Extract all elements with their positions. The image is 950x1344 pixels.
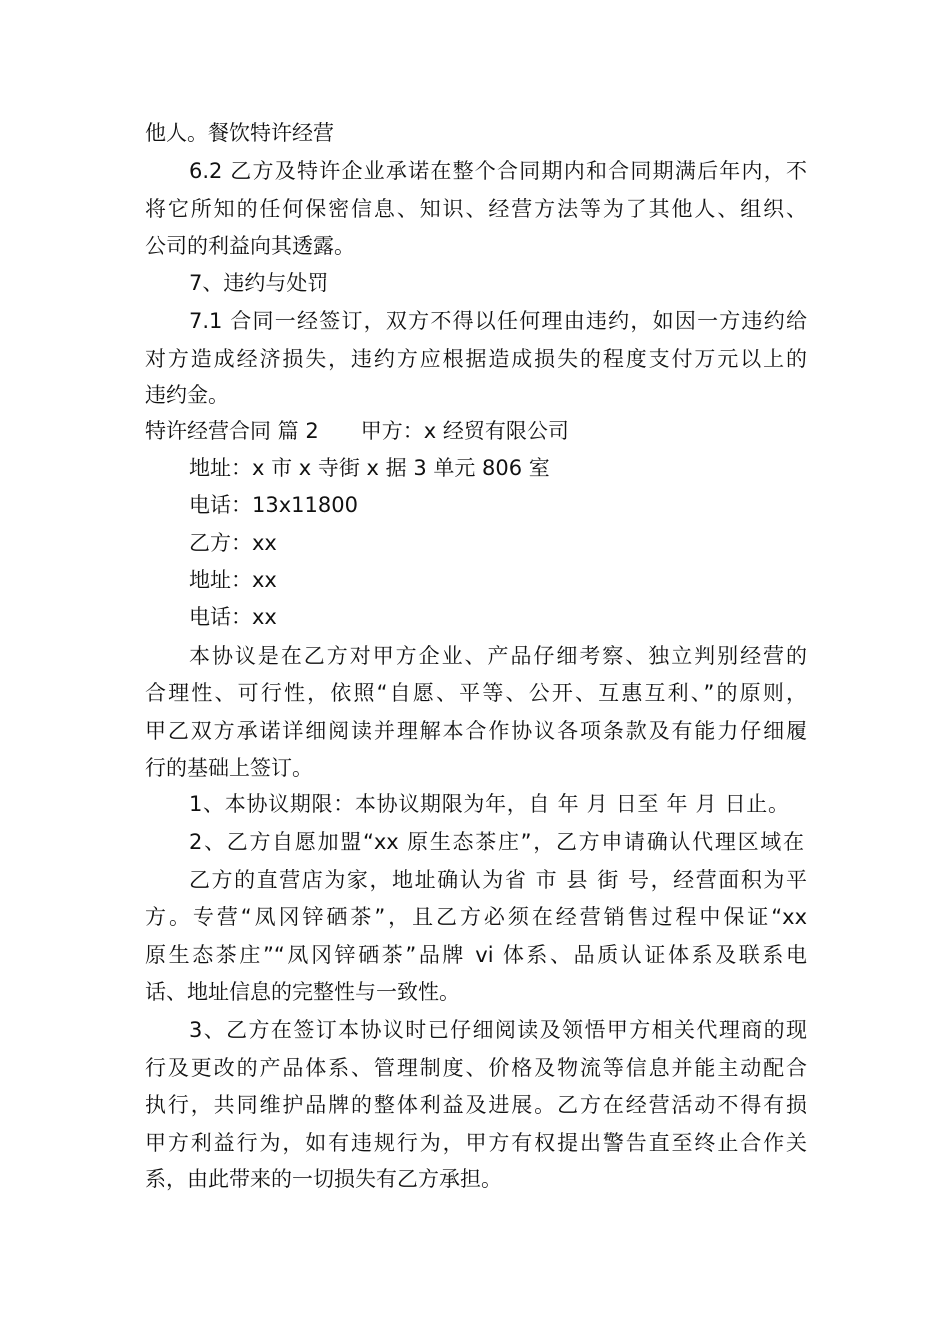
paragraph-line: 系，由此带来的一切损失有乙方承担。 <box>145 1167 502 1191</box>
party-a-phone: 电话：13x11800 <box>189 493 358 517</box>
party-b-phone: 电话：xx <box>189 605 277 629</box>
paragraph-line: 行的基础上签订。 <box>145 756 313 780</box>
paragraph-line: 合理性、可行性，依照“自愿、平等、公开、互惠互利、”的原则， <box>145 681 807 705</box>
paragraph-line: 公司的利益向其透露。 <box>145 234 355 258</box>
party-b-name: 乙方：xx <box>189 531 277 555</box>
contract-title-line: 特许经营合同 篇 2 甲方：x 经贸有限公司 <box>145 419 569 443</box>
paragraph-line: 将它所知的任何保密信息、知识、经营方法等为了其他人、组织、 <box>145 197 807 221</box>
paragraph-line: 他人。餐饮特许经营 <box>145 121 334 145</box>
section-heading: 7、违约与处罚 <box>189 271 329 295</box>
paragraph-line: 对方造成经济损失，违约方应根据造成损失的程度支付万元以上的 <box>145 347 807 371</box>
clause-7-1-line: 7.1 合同一经签订，双方不得以任何理由违约，如因一方违约给 <box>189 309 807 333</box>
paragraph-line: 行及更改的产品体系、管理制度、价格及物流等信息并能主动配合 <box>145 1056 807 1080</box>
paragraph-line: 甲乙双方承诺详细阅读并理解本合作协议各项条款及有能力仔细履 <box>145 719 807 743</box>
paragraph-line: 违约金。 <box>145 383 229 407</box>
clause-6-2-line: 6.2 乙方及特许企业承诺在整个合同期内和合同期满后年内，不 <box>189 159 807 183</box>
paragraph-line: 执行，共同维护品牌的整体利益及进展。乙方在经营活动不得有损 <box>145 1093 807 1117</box>
clause-1-line: 1、本协议期限：本协议期限为年，自 年 月 日至 年 月 日止。 <box>189 792 789 816</box>
paragraph-line: 方。专营“凤冈锌硒茶”，且乙方必须在经营销售过程中保证“xx <box>145 905 807 929</box>
paragraph-line: 乙方的直营店为家，地址确认为省 市 县 街 号，经营面积为平 <box>189 868 807 892</box>
paragraph-line: 原生态茶庄”“凤冈锌硒茶”品牌 vi 体系、品质认证体系及联系电 <box>145 943 807 967</box>
clause-2-line: 2、乙方自愿加盟“xx 原生态茶庄”，乙方申请确认代理区域在 <box>189 830 804 854</box>
party-b-address: 地址：xx <box>189 568 277 592</box>
clause-3-line: 3、乙方在签订本协议时已仔细阅读及领悟甲方相关代理商的现 <box>189 1018 807 1042</box>
agreement-intro-line: 本协议是在乙方对甲方企业、产品仔细考察、独立判别经营的 <box>189 644 807 668</box>
paragraph-line: 话、地址信息的完整性与一致性。 <box>145 980 460 1004</box>
party-a-address: 地址：x 市 x 寺街 x 据 3 单元 806 室 <box>189 456 550 480</box>
paragraph-line: 甲方利益行为，如有违规行为，甲方有权提出警告直至终止合作关 <box>145 1131 807 1155</box>
